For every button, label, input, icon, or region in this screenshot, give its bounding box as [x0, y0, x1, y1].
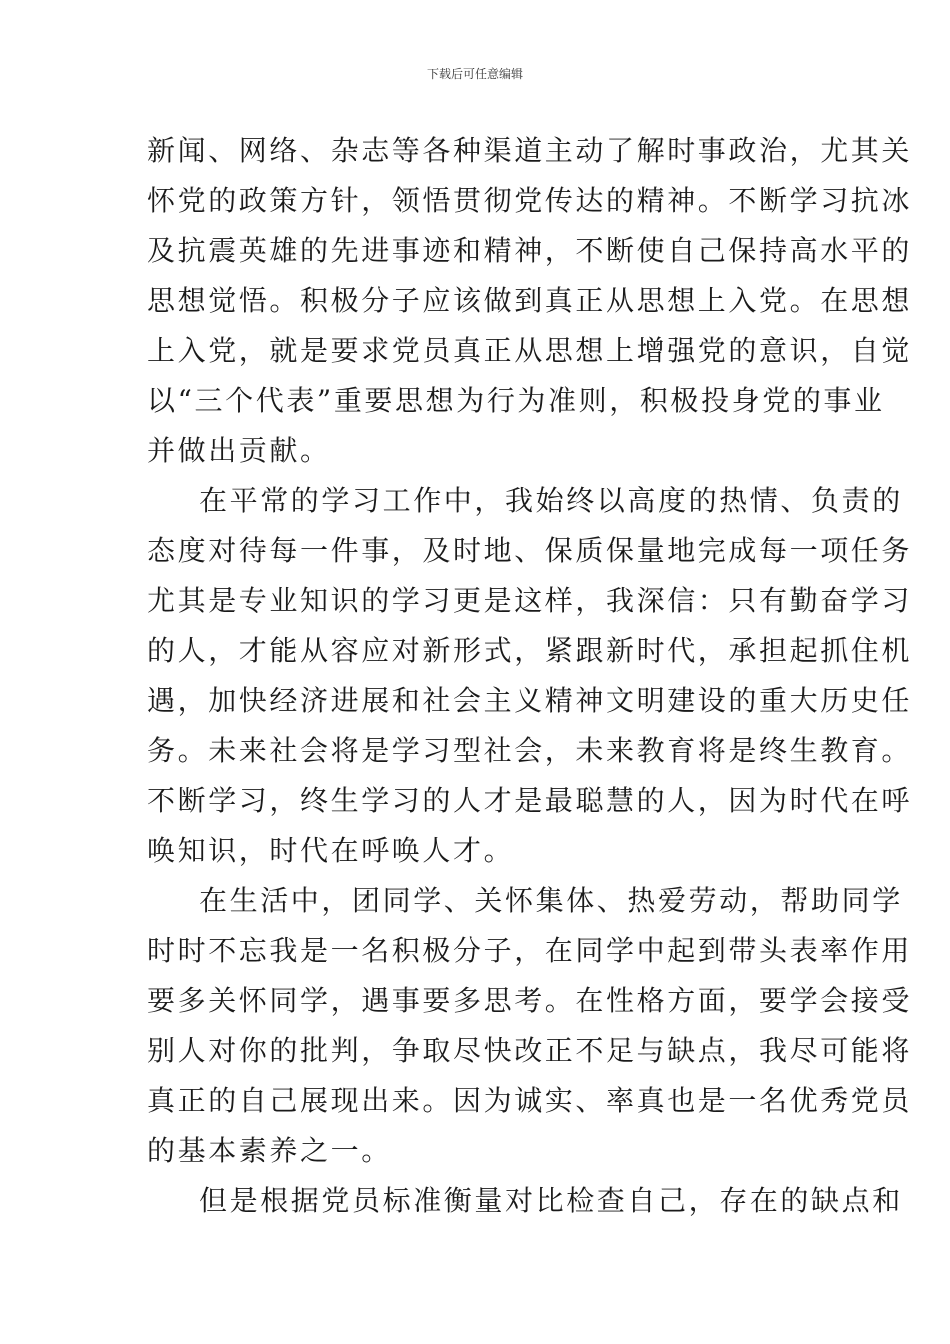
text-line: 上入党，就是要求党员真正从思想上增强党的意识，自觉 [147, 334, 913, 367]
text-line: 以“三个代表”重要思想为行为准则，积极投身党的事业 [147, 384, 885, 417]
text-line-first: 在生活中，团同学、关怀集体、热爱劳动，帮助同学 [199, 884, 903, 917]
paragraph-2 [147, 476, 913, 876]
paragraph-4 [147, 1176, 903, 1226]
text-line: 别人对你的批判，争取尽快改正不足与缺点，我尽可能将 [147, 1034, 913, 1067]
text-line: 遇，加快经济进展和社会主义精神文明建设的重大历史任 [147, 684, 913, 717]
text-line: 时时不忘我是一名积极分子，在同学中起到带头表率作用 [147, 934, 913, 967]
text-line: 新闻、网络、杂志等各种渠道主动了解时事政治，尤其关 [147, 134, 913, 167]
text-line: 不断学习，终生学习的人才是最聪慧的人，因为时代在呼 [147, 784, 913, 817]
text-line: 怀党的政策方针，领悟贯彻党传达的精神。不断学习抗冰 [147, 184, 913, 217]
text-line: 唤知识，时代在呼唤人才。 [147, 834, 515, 867]
page-header: 下载后可任意编辑 [426, 67, 523, 81]
text-line: 思想觉悟。积极分子应该做到真正从思想上入党。在思想 [147, 284, 913, 317]
text-line: 务。未来社会将是学习型社会，未来教育将是终生教育。 [147, 734, 913, 767]
text-line: 尤其是专业知识的学习更是这样，我深信：只有勤奋学习 [147, 584, 913, 617]
text-line: 真正的自己展现出来。因为诚实、率真也是一名优秀党员 [147, 1084, 913, 1117]
text-line-first: 在平常的学习工作中，我始终以高度的热情、负责的 [199, 484, 903, 517]
paragraph-1 [147, 126, 913, 476]
text-line: 态度对待每一件事，及时地、保质保量地完成每一项任务 [147, 534, 913, 567]
text-line: 及抗震英雄的先进事迹和精神，不断使自己保持高水平的 [147, 234, 913, 267]
text-line-first: 但是根据党员标准衡量对比检查自己，存在的缺点和 [199, 1184, 903, 1217]
text-line: 要多关怀同学，遇事要多思考。在性格方面，要学会接受 [147, 984, 913, 1017]
text-line: 的人，才能从容应对新形式，紧跟新时代，承担起抓住机 [147, 634, 913, 667]
text-line: 的基本素养之一。 [147, 1134, 392, 1167]
text-line: 并做出贡献。 [147, 434, 331, 467]
paragraph-3 [147, 876, 913, 1176]
body-text [147, 126, 913, 1226]
